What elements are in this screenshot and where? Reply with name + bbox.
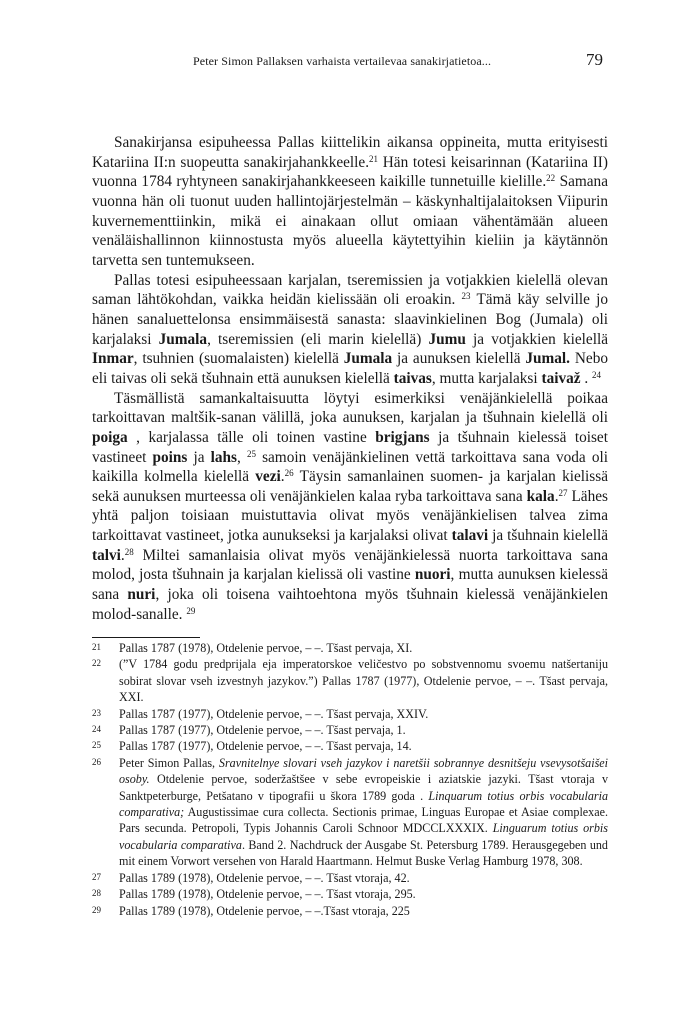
text-run: . Band 2. Nachdruck der Ausgabe St. Petersburg 1789. Herausgegeben und mit einem Vorwort versehen von Harald Haartmann. Helmut Buske Verlag Hamburg 1978, 308. xyxy=(119,837,608,869)
text-run: ja aunuksen kielellä xyxy=(392,350,526,368)
text-run: Otdelenie pervoe, soderžaštšee v sebe evropeiskie i aziatskie jazyki. Tšast vtoraja v Sanktpeterburge, Petšatano v tipografii u škora 1789 goda . xyxy=(119,772,608,803)
bold-term: lahs xyxy=(210,448,237,466)
page-header xyxy=(0,50,700,74)
bold-term: Jumala xyxy=(343,350,393,368)
text-run: ja tšuhnain kielessä toiset vastineet xyxy=(92,428,608,466)
text-run: Miltei samanlaisia olivat myös venäjänkielessä nuorta tarkoittava sana molod, josta tšuhnain ja karjalan kielissä oli vastine xyxy=(92,546,608,584)
page-number: 79 xyxy=(586,50,603,69)
text-run: ja xyxy=(187,448,211,466)
bold-term: talvi xyxy=(92,546,121,564)
text-run: , mutta aunuksen kielessä sana xyxy=(92,566,608,604)
footnote-text xyxy=(119,640,608,656)
text-run: , tseremissien (eli marin kielellä) xyxy=(207,330,429,348)
footnote-ref: 25 xyxy=(246,448,256,459)
footnote-text xyxy=(119,738,608,754)
footnote-number: 27 xyxy=(92,871,101,882)
footnote-number: 28 xyxy=(92,888,101,899)
bold-term: talavi xyxy=(451,527,489,545)
footnote xyxy=(92,755,608,870)
running-title: Peter Simon Pallaksen varhaista vertailevaa sanakirjatietoa... xyxy=(193,54,492,68)
bold-term: poiga xyxy=(92,428,128,446)
bold-term: Jumal. xyxy=(525,350,571,368)
body-text xyxy=(92,133,608,624)
bold-term: Inmar xyxy=(92,350,134,368)
text-run: Pallas 1789 (1978), Otdelenie pervoe, – –.Tšast vtoraja, 225 xyxy=(119,903,410,918)
footnote-ref: 29 xyxy=(186,605,196,616)
text-run: . xyxy=(120,546,125,564)
bold-term: nuori xyxy=(414,566,451,584)
text-run: Pallas 1787 (1977), Otdelenie pervoe, – –. Tšast pervaja, XXIV. xyxy=(119,706,429,721)
bold-term: kala xyxy=(526,487,555,505)
bold-term: Jumu xyxy=(428,330,466,348)
footnote-ref: 26 xyxy=(284,468,294,479)
text-run: Lähes yhtä paljon toisiaan muistuttavia olivat myös venäjänkielisen talvea zima tarkoittavat vastineet, jotka aunukseksi ja karjalaksi olivat xyxy=(92,487,608,545)
italic-title: Sravnitelnye slovari vseh jazykov i naretšii sobrannye desnitšeju vsevysotšaišei osoby. xyxy=(119,755,609,787)
text-run: Sanakirjansa esipuheessa Pallas kiittelikin aikansa oppineita, mutta erityisesti Katariina II:n suopeutta sanakirjahankkeelle. xyxy=(92,134,608,171)
footnote-number: 22 xyxy=(92,658,101,669)
footnote-ref: 27 xyxy=(558,487,568,498)
footnote-separator xyxy=(92,637,200,638)
footnote-text xyxy=(119,706,608,722)
text-run: Pallas 1787 (1978), Otdelenie pervoe, – –. Tšast pervaja, XI. xyxy=(119,641,413,655)
footnote-number: 21 xyxy=(92,642,101,652)
bold-term: poins xyxy=(152,448,188,466)
footnotes xyxy=(92,640,608,919)
bold-term: taivaž xyxy=(541,369,581,387)
text-run: Nebo eli taivas oli sekä tšuhnain että aunuksen kielellä xyxy=(92,350,608,387)
text-run: Augustissimae cura collecta. Sectionis primae, Linguas Europae et Asiae complexae. Pars secunda. Petropoli, Typis Johannis Caroli Schnoor MDCCLXXXIX. xyxy=(119,805,608,836)
bold-term: Jumala xyxy=(158,330,208,348)
footnote xyxy=(92,870,608,886)
footnote xyxy=(92,640,608,656)
text-run: Täysin samanlainen suomen- ja karjalan kielissä sekä aunuksen murteessa oli venäjänkielen kalaa ryba tarkoittava sana xyxy=(92,468,608,505)
text-run: Pallas 1789 (1978), Otdelenie pervoe, – –. Tšast vtoraja, 295. xyxy=(119,887,416,902)
footnote-number: 24 xyxy=(92,724,101,735)
text-run: Pallas totesi esipuheessaan karjalan, tseremissien ja votjakkien kielellä olevan saman lähtökohdan, vaikka heidän kielissään oli eroakin. xyxy=(92,271,608,309)
text-run: Pallas 1787 (1977), Otdelenie pervoe, – –. Tšast pervaja, 14. xyxy=(119,739,412,754)
footnote xyxy=(92,706,608,722)
bold-term: vezi xyxy=(255,468,281,486)
italic-title: Linquarum totius orbis vocabularia comparativa; xyxy=(119,788,608,820)
text-run: , xyxy=(237,448,247,466)
footnote-number: 29 xyxy=(92,904,101,915)
italic-title: Linguarum totius orbis vocabularia comparativa xyxy=(119,821,608,852)
text-run: , mutta karjalaksi xyxy=(431,369,542,387)
footnote-text xyxy=(119,755,608,870)
paragraph xyxy=(92,271,608,389)
text-run: samoin venäjänkielinen vettä tarkoittava sana voda oli kaikilla kolmella kielellä xyxy=(92,448,608,486)
footnote xyxy=(92,656,608,705)
footnote-ref: 21 xyxy=(369,153,379,164)
text-run: Täsmällistä samankaltaisuutta löytyi esimerkiksi venäjänkielellä poikaa tarkoittavan maltšik-sanan välillä, joka aunuksen, karjalan ja tšuhnain kielellä oli xyxy=(92,389,608,427)
footnote-text xyxy=(119,870,608,886)
text-run: Samana vuonna hän oli tuonut uuden hallintojärjestelmän – käskynhaltijalaitoksen Viipurin kuvernementtiinkin, mikä ei ainakaan ollut omiaan vähentämään alueen venäläishallinnon kiinnostusta myös alueella käytettyihin kieliin ja käytännön tarvetta sen tuntemukseen. xyxy=(92,173,608,269)
text-run: Peter Simon Pallas, xyxy=(119,755,219,770)
text-run: . xyxy=(580,369,593,387)
bold-term: taivas xyxy=(393,369,432,387)
footnote-number: 23 xyxy=(92,707,101,718)
bold-term: nuri xyxy=(127,586,156,604)
text-run: (”V 1784 godu predprijala eja imperatorskoe veličestvo po sobstvennomu svoemu natšertaniju sobirat slovar vseh izvestnyh jazykov.”) Pallas 1787 (1977), Otdelenie pervoe, – –. Tšast pervaja, XXI. xyxy=(119,657,608,705)
text-run: , tsuhnien (suomalaisten) kielellä xyxy=(133,350,344,368)
text-run: . xyxy=(280,468,285,486)
footnote-text xyxy=(119,903,608,919)
text-run: Pallas 1787 (1977), Otdelenie pervoe, – –. Tšast pervaja, 1. xyxy=(119,723,406,738)
footnote xyxy=(92,738,608,754)
text-run: . xyxy=(554,487,559,505)
text-run: , joka oli toisena vaihtoehtona myös tšuhnain kielessä venäjänkielen molod-sanalle. xyxy=(92,586,608,623)
footnote-text xyxy=(119,722,608,738)
footnote xyxy=(92,886,608,902)
footnote xyxy=(92,722,608,738)
footnote-text xyxy=(119,656,608,705)
text-run: Hän totesi keisarinnan (Katariina II) vuonna 1784 ryhtyneen sanakirjahankkeeseen kaikille tunnetuille kielille. xyxy=(92,153,608,191)
footnote-text xyxy=(119,886,608,902)
footnote-ref: 22 xyxy=(546,173,556,184)
text-run: Pallas 1789 (1978), Otdelenie pervoe, – –. Tšast vtoraja, 42. xyxy=(119,870,410,885)
footnote-ref: 23 xyxy=(461,291,471,302)
text-run: , karjalassa tälle oli toinen vastine xyxy=(127,428,376,446)
text-run: Tämä käy selville jo hänen sanaluettelonsa ensimmäisestä sanasta: slaavinkielinen Bog (Jumala) oli karjalaksi xyxy=(92,291,608,348)
footnote-ref: 24 xyxy=(592,369,602,380)
text-run: ja votjakkien kielellä xyxy=(465,330,608,348)
footnote-ref: 28 xyxy=(124,546,134,557)
paragraph xyxy=(92,389,608,625)
footnote-number: 26 xyxy=(92,756,101,767)
bold-term: brigjans xyxy=(375,428,430,446)
footnote xyxy=(92,903,608,919)
footnote-number: 25 xyxy=(92,740,101,751)
text-run: ja tšuhnain kielellä xyxy=(488,527,608,545)
paragraph xyxy=(92,133,608,271)
